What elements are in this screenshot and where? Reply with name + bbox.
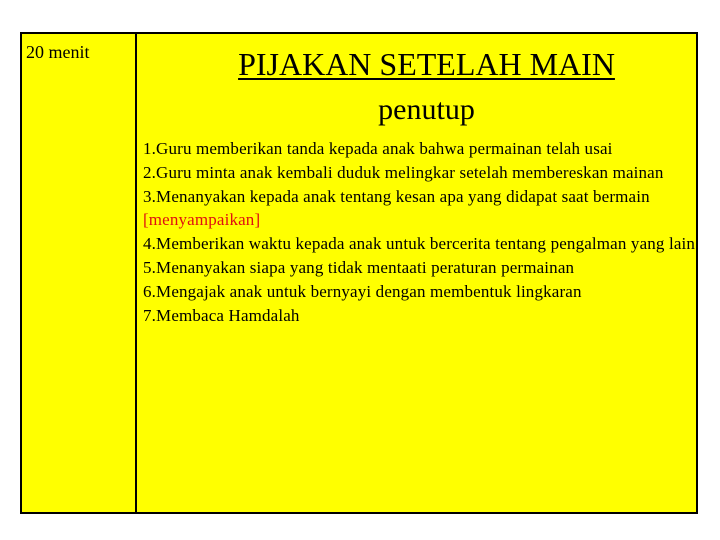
steps-list [143,137,698,327]
step-item [143,304,698,328]
step-text: 2.Guru minta anak kembali duduk melingkar setelah membereskan mainan [143,162,664,182]
step-text: 3.Menanyakan kepada anak tentang kesan apa yang didapat saat bermain [143,186,650,206]
time-cell [22,34,137,512]
step-item [143,280,698,304]
section-heading [137,46,696,128]
step-text: 1.Guru memberikan tanda kepada anak bahwa permainan telah usai [143,139,613,158]
step-item [143,185,698,233]
activity-table [20,32,698,514]
step-item [143,232,698,256]
step-text: 6.Mengajak anak untuk bernyayi dengan membentuk lingkaran [143,281,582,301]
section-subtitle: penutup [378,93,475,126]
step-highlight: [menyampaikan] [143,210,261,230]
step-item [143,137,698,161]
step-text: 4.Memberikan waktu kepada anak untuk bercerita tentang pengalman yang lain [143,234,696,254]
content-cell [137,34,696,512]
step-item [143,256,698,280]
step-item [143,161,698,185]
duration-label: 20 menit [26,42,90,62]
section-title: PIJAKAN SETELAH MAIN [238,46,615,82]
step-text: 5.Menanyakan siapa yang tidak mentaati peraturan permainan [143,257,575,277]
step-text: 7.Membaca Hamdalah [143,305,300,325]
